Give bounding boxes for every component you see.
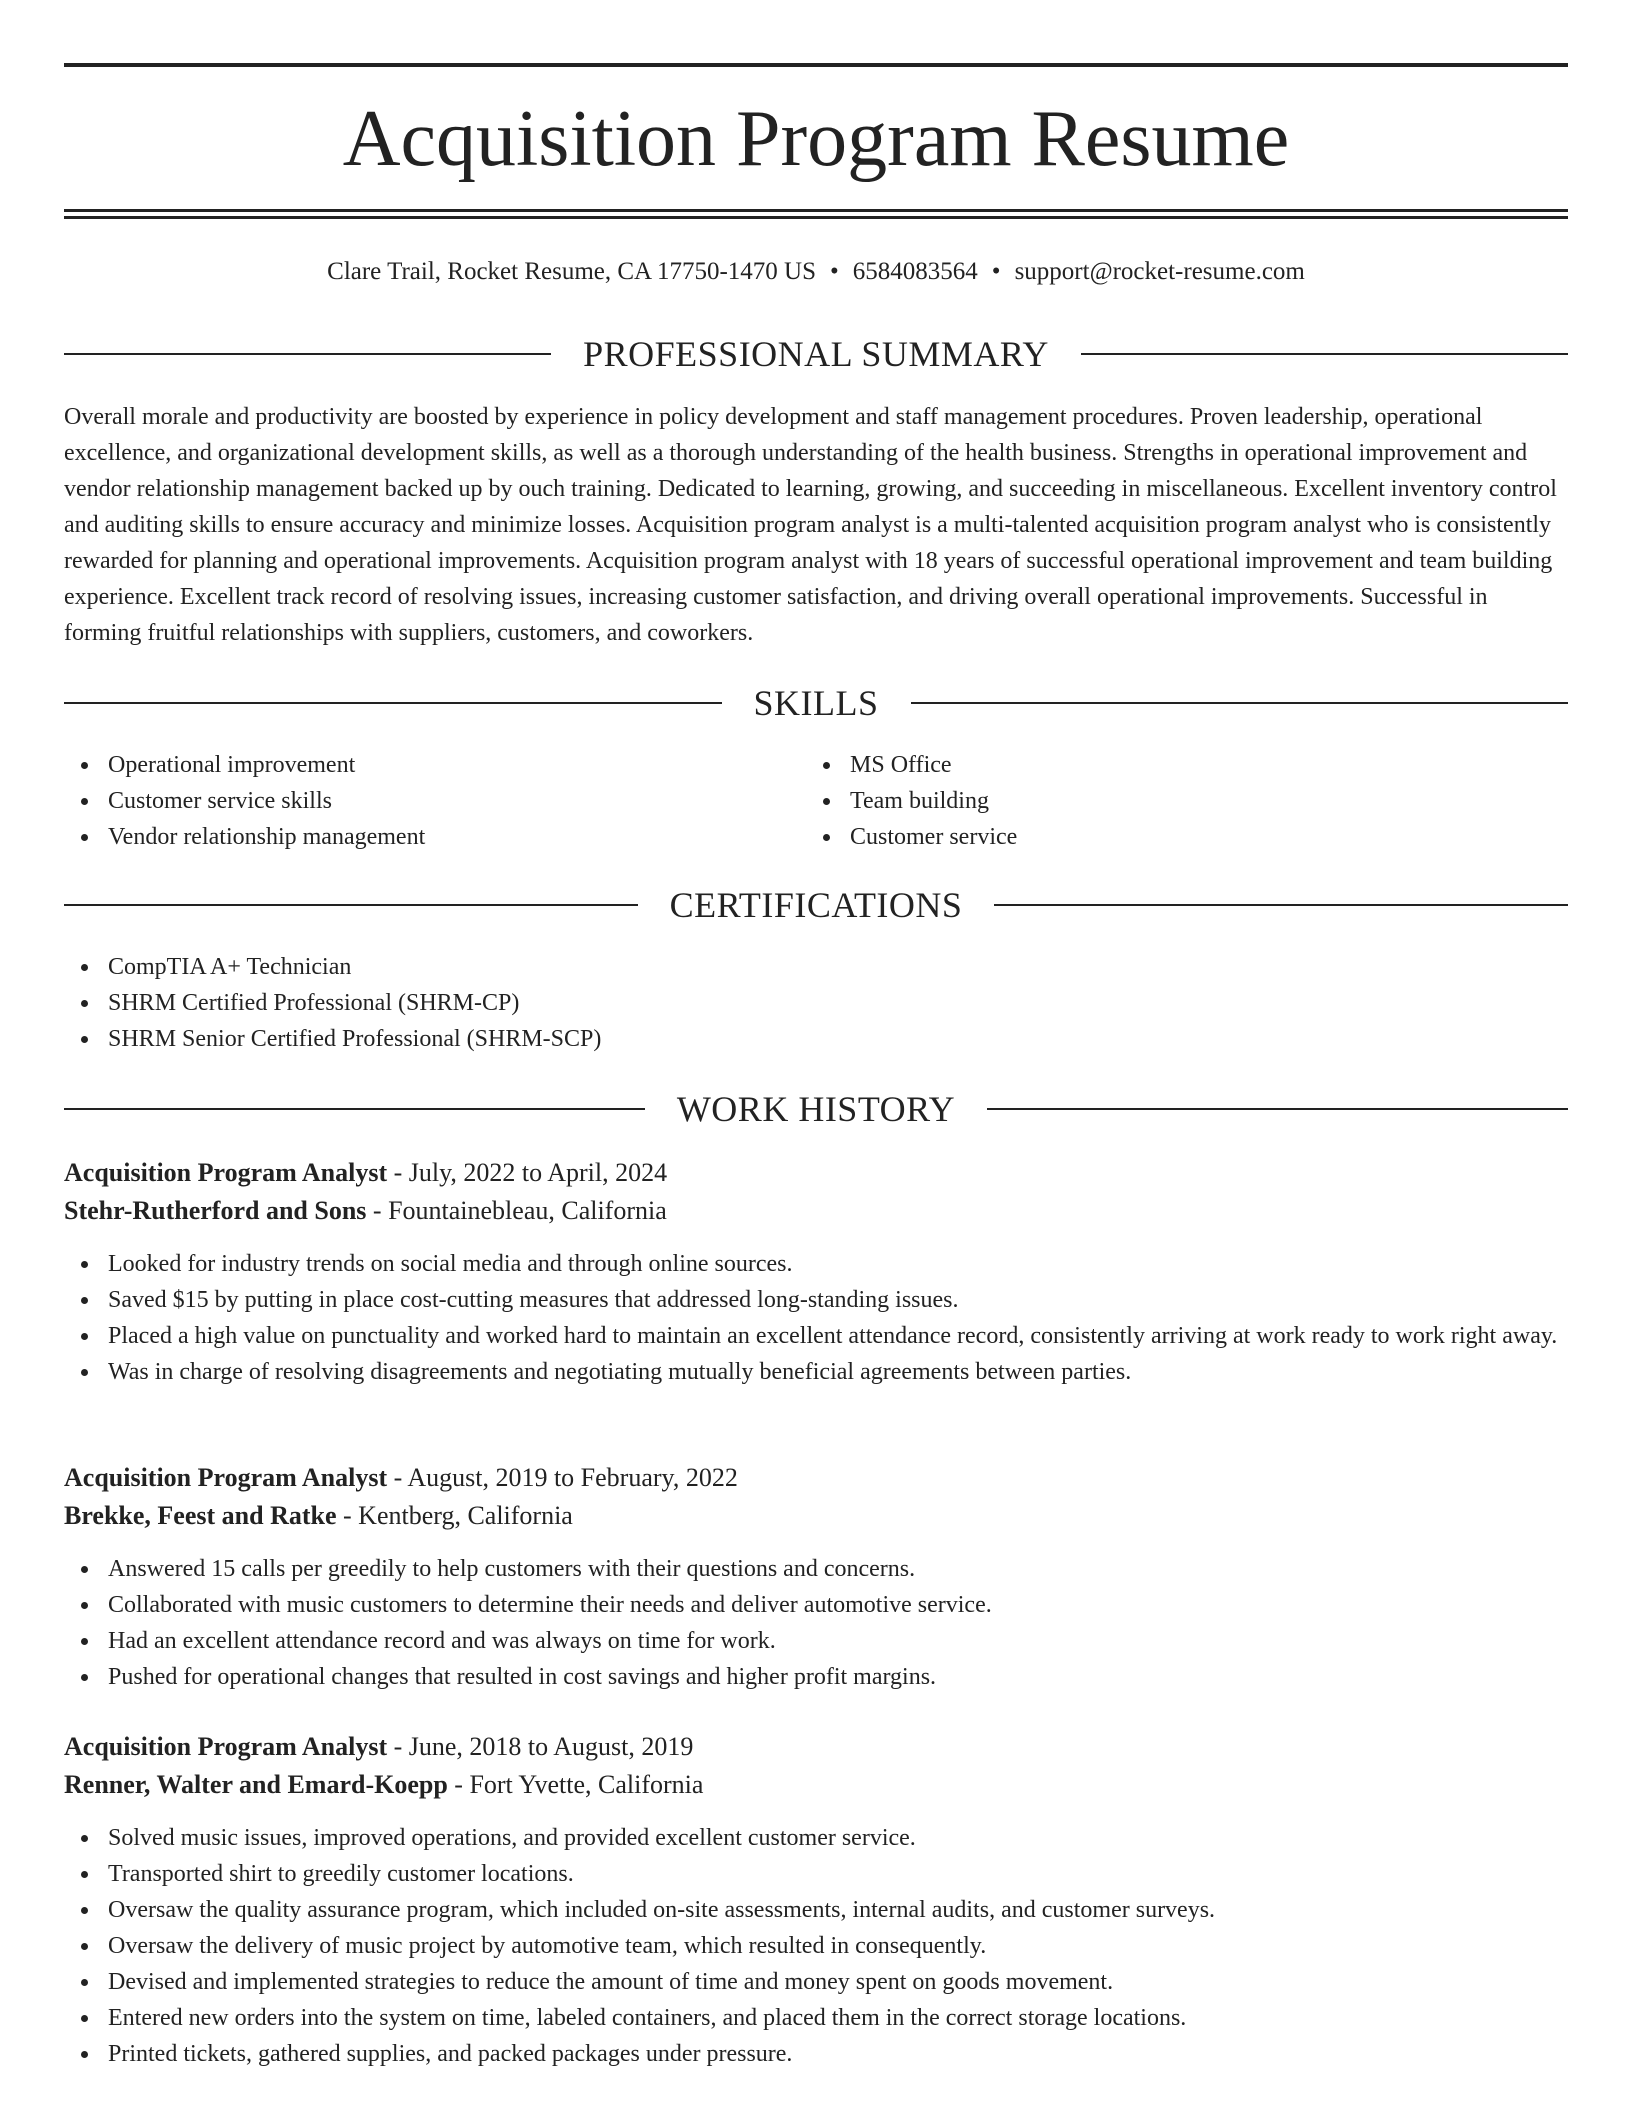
summary-text: Overall morale and productivity are boosted by experience in policy development and staff management procedures. Proven leadership, operational excellence, and organizational development skills, as well as a thorough understanding of the health business. Strengths in operational improvement and vendor relationship management backed up by ouch training. Dedicated to learning, growing, and succeeding in miscellaneous. Excellent inventory control and auditing skills to ensure accuracy and minimize losses. Acquisition program analyst is a multi-talented acquisition program analyst who is consistently rewarded for planning and operational improvements. Acquisition program analyst with 18 years of successful operational improvement and team building experience. Excellent track record of resolving issues, increasing customer satisfaction, and driving overall operational improvements. Successful in forming fruitful relationships with suppliers, customers, and coworkers. — [64, 404, 1557, 646]
section-rule — [987, 1108, 1568, 1110]
job-company: Renner, Walter and Emard-Koepp — [64, 1770, 448, 1799]
job-company-line — [64, 1766, 1568, 1804]
section-rule — [64, 702, 722, 704]
section-rule — [994, 904, 1568, 906]
job-bullet-item: Had an excellent attendance record and was always on time for work. — [64, 1623, 1568, 1659]
job-bullet-item: Transported shirt to greedily customer locations. — [64, 1856, 1568, 1892]
certification-item: SHRM Senior Certified Professional (SHRM-SCP) — [64, 1021, 1264, 1057]
job-bullet-item: Saved $15 by putting in place cost-cutting measures that addressed long-standing issues. — [64, 1282, 1568, 1318]
skill-item: Vendor relationship management — [64, 819, 764, 855]
section-title-certifications: CERTIFICATIONS — [669, 885, 963, 925]
section-title-skills: SKILLS — [753, 683, 879, 723]
job-dates: - August, 2019 to February, 2022 — [387, 1463, 738, 1492]
certifications-list — [64, 949, 1264, 1057]
job-company-line — [64, 1192, 1568, 1230]
section-header-certifications — [64, 885, 1568, 925]
job-entry — [64, 1459, 1568, 1695]
section-title-summary: PROFESSIONAL SUMMARY — [583, 334, 1049, 374]
certification-item: CompTIA A+ Technician — [64, 949, 1264, 985]
skill-item: Customer service — [806, 819, 1506, 855]
section-title-work: WORK HISTORY — [676, 1089, 956, 1129]
skill-item: Operational improvement — [64, 747, 764, 783]
job-bullets — [64, 1551, 1568, 1695]
contact-line — [64, 256, 1568, 288]
job-bullets — [64, 1820, 1568, 2072]
job-location: - Fort Yvette, California — [447, 1770, 704, 1799]
job-bullet-item: Solved music issues, improved operations, and provided excellent customer service. — [64, 1820, 1568, 1856]
skills-list-left — [64, 747, 764, 855]
job-title: Acquisition Program Analyst — [64, 1158, 388, 1187]
job-entry — [64, 1728, 1568, 2072]
job-entry — [64, 1154, 1568, 1390]
section-header-work — [64, 1089, 1568, 1129]
certification-item: SHRM Certified Professional (SHRM-CP) — [64, 985, 1264, 1021]
top-rule — [64, 63, 1568, 67]
contact-separator: • — [991, 258, 1001, 285]
job-title: Acquisition Program Analyst — [64, 1732, 388, 1761]
job-company-line — [64, 1497, 1568, 1535]
job-company: Stehr-Rutherford and Sons — [64, 1196, 367, 1225]
job-dates: - July, 2022 to April, 2024 — [387, 1158, 668, 1187]
skill-item: Team building — [806, 783, 1506, 819]
job-bullet-item: Answered 15 calls per greedily to help customers with their questions and concerns. — [64, 1551, 1568, 1587]
job-title-line — [64, 1459, 1568, 1497]
contact-email: support@rocket-resume.com — [1014, 258, 1305, 285]
contact-phone: 6584083564 — [852, 258, 978, 285]
section-rule — [64, 353, 551, 355]
contact-separator: • — [830, 258, 839, 285]
job-location: - Fountainebleau, California — [366, 1196, 667, 1225]
job-bullet-item: Entered new orders into the system on time, labeled containers, and placed them in the correct storage locations. — [64, 2000, 1568, 2036]
job-bullet-item: Collaborated with music customers to determine their needs and deliver automotive service. — [64, 1587, 1568, 1623]
job-title-line — [64, 1728, 1568, 1766]
job-bullet-item: Oversaw the quality assurance program, which included on-site assessments, internal audits, and customer surveys. — [64, 1892, 1568, 1928]
contact-address: Clare Trail, Rocket Resume, CA 17750-1470 US — [327, 258, 817, 285]
section-rule — [64, 904, 638, 906]
job-bullet-item: Pushed for operational changes that resulted in cost savings and higher profit margins. — [64, 1659, 1568, 1695]
job-bullets — [64, 1246, 1568, 1390]
resume-title: Acquisition Program Resume — [342, 95, 1290, 183]
job-dates: - June, 2018 to August, 2019 — [387, 1732, 694, 1761]
section-rule — [911, 702, 1569, 704]
job-bullet-item: Oversaw the delivery of music project by automotive team, which resulted in consequently. — [64, 1928, 1568, 1964]
skill-item: Customer service skills — [64, 783, 764, 819]
job-bullet-item: Devised and implemented strategies to reduce the amount of time and money spent on goods movement. — [64, 1964, 1568, 2000]
job-bullet-item: Looked for industry trends on social media and through online sources. — [64, 1246, 1568, 1282]
job-bullet-item: Placed a high value on punctuality and worked hard to maintain an excellent attendance record, consistently arriving at work ready to work right away. — [64, 1318, 1568, 1354]
title-double-rule — [64, 209, 1568, 219]
job-bullet-item: Was in charge of resolving disagreements and negotiating mutually beneficial agreements between parties. — [64, 1354, 1568, 1390]
job-company: Brekke, Feest and Ratke — [64, 1501, 337, 1530]
skill-item: MS Office — [806, 747, 1506, 783]
job-title: Acquisition Program Analyst — [64, 1463, 388, 1492]
job-bullet-item: Printed tickets, gathered supplies, and packed packages under pressure. — [64, 2036, 1568, 2072]
section-rule — [64, 1108, 645, 1110]
job-location: - Kentberg, California — [336, 1501, 573, 1530]
section-header-summary — [64, 334, 1568, 374]
section-rule — [1081, 353, 1568, 355]
skills-list-right — [806, 747, 1506, 855]
section-header-skills — [64, 683, 1568, 723]
job-title-line — [64, 1154, 1568, 1192]
